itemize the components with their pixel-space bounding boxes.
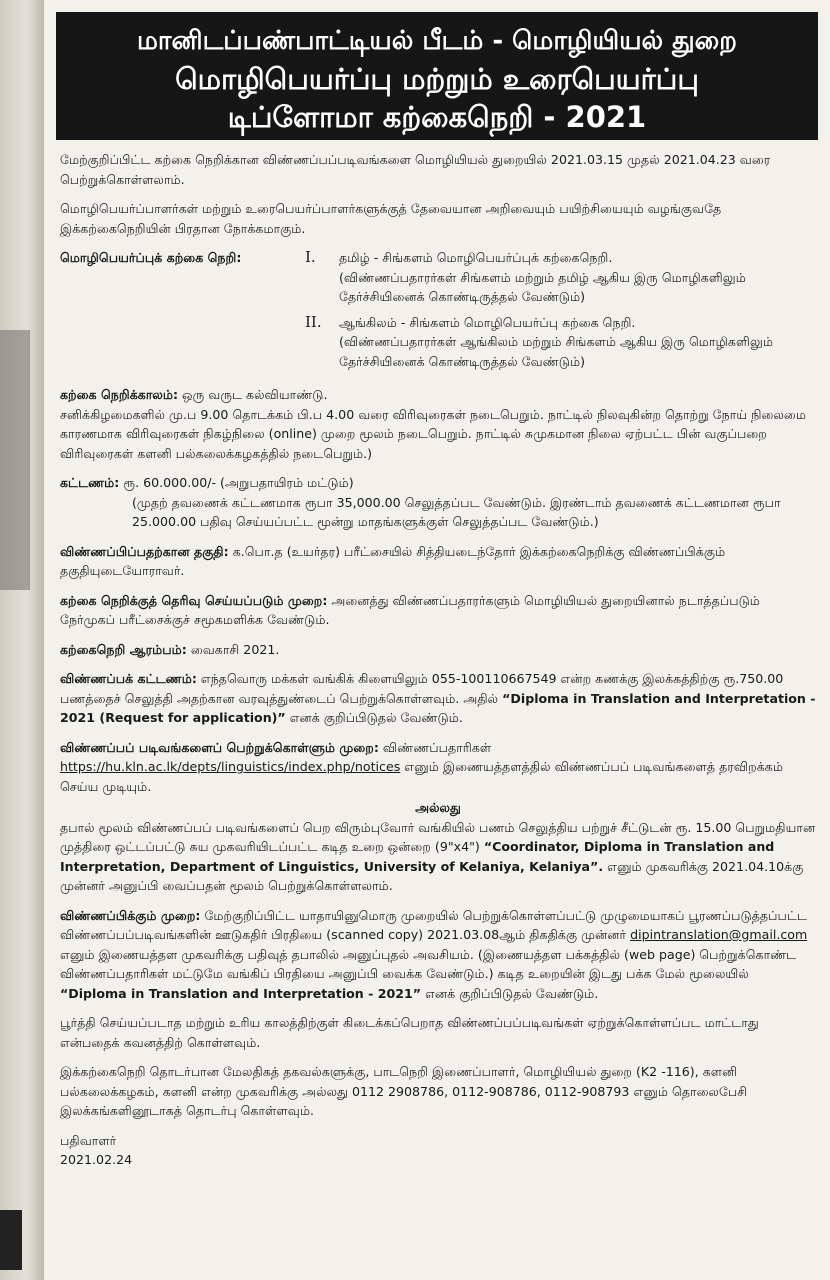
newspaper-notice <box>44 0 830 1280</box>
apply-section <box>60 906 816 1004</box>
application-fee-text: எந்தவொரு மக்கள் வங்கிக் கிளையிலும் 055-100110667549 என்ற கணக்கு இலக்கத்திற்கு ரூ.750.00 பணத்தைச் செலுத்தி அதற்கான வரவுத்துண்டைப் பெற்றுக்கொள்ளவும். அதில் <box>60 671 784 706</box>
duration-details: சனிக்கிழமைகளில் மு.ப 9.00 தொடக்கம் பி.ப 4.00 வரை விரிவுரைகள் நடைபெறும். நாட்டில் நிலவுகின்ற தொற்று நோய் நிலைமை காரணமாக விரிவுரைகள் நிகழ்நிலை (online) முறை மூலம் நடைபெறும். நாட்டில் சுமுகமான நிலை ஏற்பட்ட பின் வகுப்பறை விரிவுரைகள் களனி பல்கலைக்கழகத்தில் நடைபெறும்.) <box>60 406 806 461</box>
postal-text: தபால் மூலம் விண்ணப்பப் படிவங்களைப் பெற விரும்புவோர் வங்கியில் பணம் செலுத்திய பற்றுச் சீட்டுடன் ரூ. 15.00 பெறுமதியான முத்திரை ஒட்டப்பட்டு சுய முகவரியிடப்பட்ட கடித உறை ஒன்றை (9"x4") <box>60 819 816 854</box>
apply-label: விண்ணப்பிக்கும் முறை: <box>60 907 201 923</box>
selection-label: கற்கை நெறிக்குத் தெரிவு செய்யப்படும் முறை: <box>60 592 328 608</box>
obtain-label: விண்ணப்பப் படிவங்களைப் பெற்றுக்கொள்ளும் முறை: <box>60 739 379 755</box>
website-link[interactable]: https://hu.kln.ac.lk/depts/linguistics/index.php/notices <box>60 759 401 774</box>
intro-paragraph-2: மொழிபெயர்ப்பாளர்கள் மற்றும் உரைபெயர்ப்பாளர்களுக்குத் தேவையான அறிவையும் பயிற்சியையும் வழங்குவதே இக்கற்கைநெறியின் பிரதான நோக்கமாகும். <box>60 201 722 236</box>
course-item <box>305 313 816 372</box>
duration-section <box>60 385 816 463</box>
adjacent-text-fragment <box>0 1210 22 1270</box>
application-fee-reference: “Diploma in Translation and Interpretation - 2021 (Request for application)” <box>60 690 816 725</box>
course-title: தமிழ் - சிங்களம் மொழிபெயர்ப்புக் கற்கைநெறி. <box>339 250 613 265</box>
or-separator: அல்லது <box>415 800 461 815</box>
notice-header <box>56 12 818 140</box>
adjacent-page-strip <box>0 0 44 1280</box>
postal-address: “Coordinator, Diploma in Translation and Interpretation, Department of Linguistics, University of Kelaniya, Kelaniya”. <box>60 839 775 874</box>
intro-paragraph-1: மேற்குறிப்பிட்ட கற்கை நெறிக்கான விண்ணப்பப்படிவங்களை மொழியியல் துறையில் 2021.03.15 முதல் 2021.04.23 வரை பெற்றுக்கொள்ளலாம். <box>60 152 771 187</box>
course-title: மொழிபெயர்ப்பு மற்றும் உரைபெயர்ப்பு <box>175 62 699 96</box>
start-label: கற்கைநெறி ஆரம்பம்: <box>60 641 187 657</box>
postal-text-end: எனும் முகவரிக்கு 2021.04.10க்கு முன்னர் அனுப்பி வைப்பதன் மூலம் பெற்றுக்கொள்ளலாம். <box>60 858 804 893</box>
eligibility-value: க.பொ.த (உயர்தர) பரீட்சையில் சித்தியடைந்தோர் இக்கற்கைநெறிக்கு விண்ணப்பிக்கும் தகுதியுடையோராவர். <box>60 543 726 578</box>
start-section <box>60 640 816 660</box>
course-title: ஆங்கிலம் - சிங்களம் மொழிபெயர்ப்பு கற்கை நெறி. <box>339 314 636 330</box>
application-fee-text-end: எனக் குறிப்பிடுதல் வேண்டும். <box>289 710 463 725</box>
email-link[interactable]: dipintranslation@gmail.com <box>630 927 808 942</box>
warning-paragraph: பூர்த்தி செய்யப்படாத மற்றும் உரிய காலத்திற்குள் கிடைக்கப்பெறாத விண்ணப்பப்படிவங்கள் ஏற்றுக்கொள்ளப்பட மாட்டாது என்பதைக் கவனத்திற் கொள்ளவும். <box>60 1015 759 1050</box>
fee-label: கட்டணம்: <box>60 475 120 490</box>
fee-value: ரூ. 60.000.00/- (அறுபதாயிரம் மட்டும்) <box>123 475 354 490</box>
signature-block <box>60 1131 816 1170</box>
notice-body <box>60 150 816 1170</box>
apply-text: மேற்குறிப்பிட்ட யாதாயினுமொரு முறையில் பெற்றுக்கொள்ளப்பட்டு முழுமையாகப் பூரணப்படுத்தப்பட்ட விண்ணப்பப்படிவங்களின் ஊடுகதிர் பிரதியை (scanned copy) 2021.03.08ஆம் திகதிக்கு முன்னர் <box>60 907 807 942</box>
duration-value: ஒரு வருட கல்வியாண்டு. <box>182 387 328 402</box>
fee-details: (முதற் தவணைக் கட்டணமாக ரூபா 35,000.00 செலுத்தப்பட வேண்டும். இரண்டாம் தவணைக் கட்டணமான ரூபா 25.000.00 பதிவு செய்யப்பட்ட மூன்று மாதங்களுக்குள் செலுத்தப்பட வேண்டும்.) <box>132 494 781 529</box>
obtain-text-end: எனும் இணையத்தளத்தில் விண்ணப்பப் படிவங்களைத் தரவிறக்கம் செய்ய முடியும். <box>60 759 783 794</box>
apply-text-middle: எனும் இணையத்தள முகவரிக்கு பதிவுத் தபாலில் அனுப்புதல் அவசியம். (இணையத்தள பக்கத்தில் (web page) பெற்றுக்கொண்ட விண்ணப்பதாரிகள் மட்டுமே வங்கிப் பிரதியை அனுப்பி வைக்க வேண்டும்.) கடித உறையின் இடது பக்க மேல் மூலையில் <box>60 946 797 981</box>
signature-date: 2021.02.24 <box>60 1152 133 1167</box>
signatory-title: பதிவாளர் <box>60 1132 117 1148</box>
course-number: II. <box>305 312 322 331</box>
adjacent-photo-fragment <box>0 330 30 590</box>
postal-section <box>60 818 816 896</box>
fee-section <box>60 473 816 532</box>
courses-list <box>305 248 816 377</box>
selection-value: அனைத்து விண்ணப்பதாரர்களும் மொழியியல் துறையினால் நடாத்தப்படும் நேர்முகப் பரீட்சைக்குச் சமூகமளிக்க வேண்டும். <box>60 592 760 627</box>
course-number: I. <box>305 248 316 266</box>
apply-text-end: எனக் குறிப்பிடுதல் வேண்டும். <box>425 985 599 1001</box>
course-note: (விண்ணப்பதாரர்கள் ஆங்கிலம் மற்றும் சிங்களம் ஆகிய இரு மொழிகளிலும் தேர்ச்சியினைக் கொண்டிருத்தல் வேண்டும்) <box>339 334 773 369</box>
apply-envelope-reference: “Diploma in Translation and Interpretation - 2021” <box>60 985 422 1001</box>
course-note: (விண்ணப்பதாரர்கள் சிங்களம் மற்றும் தமிழ் ஆகிய இரு மொழிகளிலும் தேர்ச்சியினைக் கொண்டிருத்தல் வேண்டும்) <box>339 269 746 304</box>
courses-label: மொழிபெயர்ப்புக் கற்கை நெறி: <box>60 250 242 265</box>
start-value: வைகாசி 2021. <box>190 641 280 657</box>
duration-label: கற்கை நெறிக்காலம்: <box>60 387 179 402</box>
courses-section <box>60 248 816 377</box>
selection-section <box>60 591 816 630</box>
eligibility-label: விண்ணப்பிப்பதற்கான தகுதி: <box>60 543 229 559</box>
faculty-title: மானிடப்பண்பாட்டியல் பீடம் - மொழியியல் துறை <box>137 26 737 56</box>
course-item <box>305 248 816 307</box>
application-fee-label: விண்ணப்பக் கட்டணம்: <box>60 671 197 686</box>
diploma-title: டிப்ளோமா கற்கைநெறி - 2021 <box>227 100 647 134</box>
application-fee-section <box>60 669 816 728</box>
obtain-text: விண்ணப்பதாரிகள் <box>382 739 492 755</box>
eligibility-section <box>60 542 816 581</box>
obtain-section <box>60 738 816 797</box>
contact-paragraph: இக்கற்கைநெறி தொடர்பான மேலதிகத் தகவல்களுக்கு, பாடநெறி இணைப்பாளர், மொழியியல் துறை (K2 -116), களனி பல்கலைக்கழகம், களனி என்ற முகவரிக்கு அல்லது 0112 2908786, 0112-908786, 0112-908793 எனும் தொலைபேசி இலக்கங்களினூடாகத் தொடர்பு கொள்ளவும். <box>60 1064 748 1118</box>
